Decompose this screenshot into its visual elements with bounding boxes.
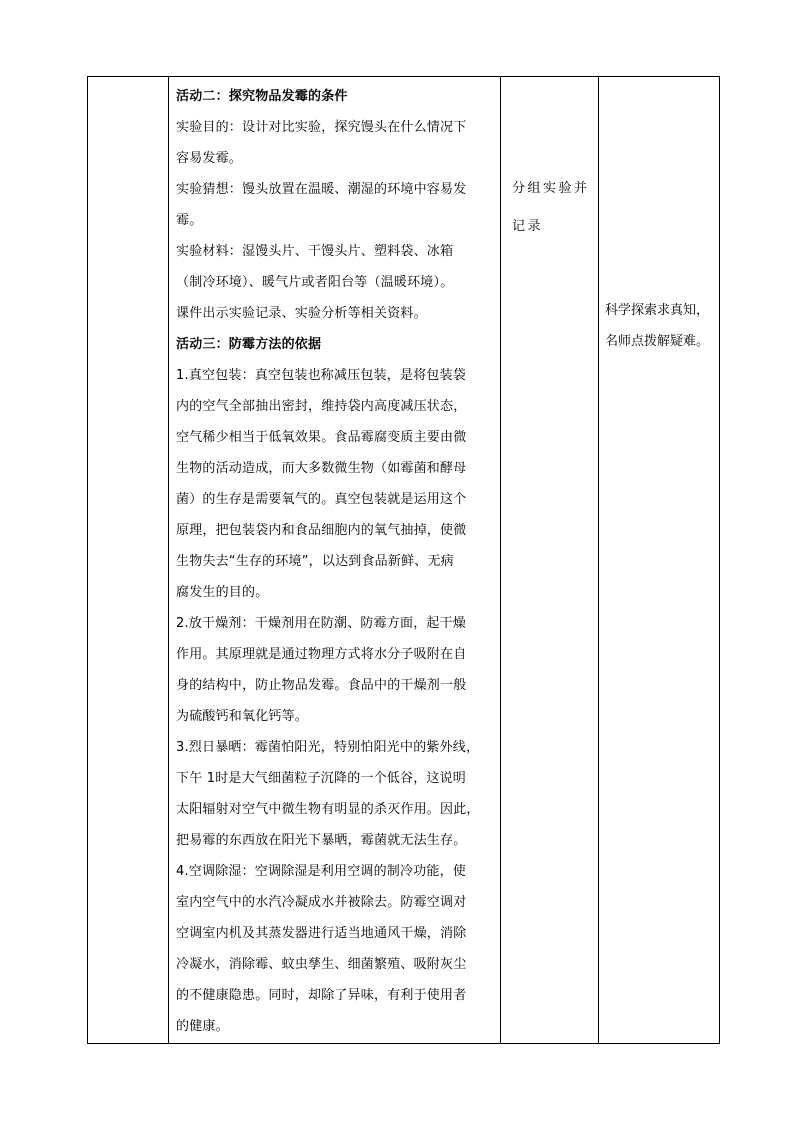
lesson-plan-table — [87, 76, 720, 1044]
activity3-line: 空气稀少相当于低氧效果。食品霉腐变质主要由微 — [176, 430, 467, 445]
activity3-line: 1.真空包装：真空包装也称减压包装，是将包装袋 — [176, 368, 467, 383]
activity2-line: 容易发霉。 — [176, 151, 243, 166]
design-intent-cell — [599, 77, 720, 1044]
activity3-line: 冷凝水，消除霉、蚊虫孳生、细菌繁殖、吸附灰尘 — [176, 957, 467, 972]
teacher-activity-cell — [169, 77, 501, 1044]
activity3-line: 生物的活动造成，而大多数微生物（如霉菌和酵母 — [176, 461, 467, 476]
student-activity-cell — [501, 77, 599, 1044]
activity3-title: 活动三：防霉方法的依据 — [176, 337, 322, 352]
activity2-line: （制冷环境）、暖气片或者阳台等（温暖环境）。 — [176, 275, 454, 290]
activity2-line: 实验目的：设计对比实验，探究馒头在什么情况下 — [176, 120, 467, 135]
activity3-line: 2.放干燥剂：干燥剂用在防潮、防霉方面，起干燥 — [176, 616, 467, 631]
activity3-line: 腐发生的目的。 — [176, 585, 269, 600]
activity2-title: 活动二：探究物品发霉的条件 — [176, 89, 348, 104]
activity2-line: 霉。 — [176, 213, 203, 228]
activity3-line: 室内空气中的水汽冷凝成水并被除去。防霉空调对 — [176, 895, 467, 910]
activity2-line: 课件出示实验记录、实验分析等相关资料。 — [176, 306, 427, 321]
activity3-line: 下午 1时是大气细菌粒子沉降的一个低谷，这说明 — [176, 771, 467, 786]
activity3-line: 3.烈日暴晒：霉菌怕阳光，特别怕阳光中的紫外线， — [176, 740, 480, 755]
activity3-line: 把易霉的东西放在阳光下暴晒，霉菌就无法生存。 — [176, 833, 467, 848]
activity3-line: 生物失去“生存的环境”，以达到食品新鲜、无病 — [176, 554, 454, 569]
design-intent-line: 科学探索求真知， — [605, 303, 710, 318]
design-intent-text — [599, 295, 719, 357]
activity3-line: 的健康。 — [176, 1019, 229, 1034]
student-activity-line: 记录 — [512, 219, 544, 234]
empty-cell — [88, 77, 169, 1044]
activity3-line: 菌）的生存是需要氧气的。真空包装就是运用这个 — [176, 492, 467, 507]
activity3-line: 的不健康隐患。同时，却除了异味，有利于使用者 — [176, 988, 467, 1003]
activity2-line: 实验材料：湿馒头片、干馒头片、塑料袋、冰箱 — [176, 244, 454, 259]
student-activity-line: 分组实验并 — [512, 181, 590, 196]
activity3-line: 内的空气全部抽出密封，维持袋内高度减压状态， — [176, 399, 467, 414]
activity3-line: 作用。其原理就是通过物理方式将水分子吸附在自 — [176, 647, 467, 662]
design-intent-line: 名师点拨解疑难。 — [605, 334, 710, 349]
activity3-line: 太阳辐射对空气中微生物有明显的杀灭作用。因此， — [176, 802, 480, 817]
activity3-line: 为硫酸钙和氧化钙等。 — [176, 709, 309, 724]
activity3-line: 4.空调除湿：空调除湿是利用空调的制冷功能，使 — [176, 864, 467, 879]
student-activity-text — [501, 170, 598, 246]
activity3-line: 原理，把包装袋内和食品细胞内的氧气抽掉，使微 — [176, 523, 467, 538]
table-row — [88, 77, 720, 1044]
activity3-line: 身的结构中，防止物品发霉。食品中的干燥剂一般 — [176, 678, 467, 693]
activity3-line: 空调室内机及其蒸发器进行适当地通风干燥，消除 — [176, 926, 467, 941]
activity2-line: 实验猜想：馒头放置在温暖、潮湿的环境中容易发 — [176, 182, 467, 197]
